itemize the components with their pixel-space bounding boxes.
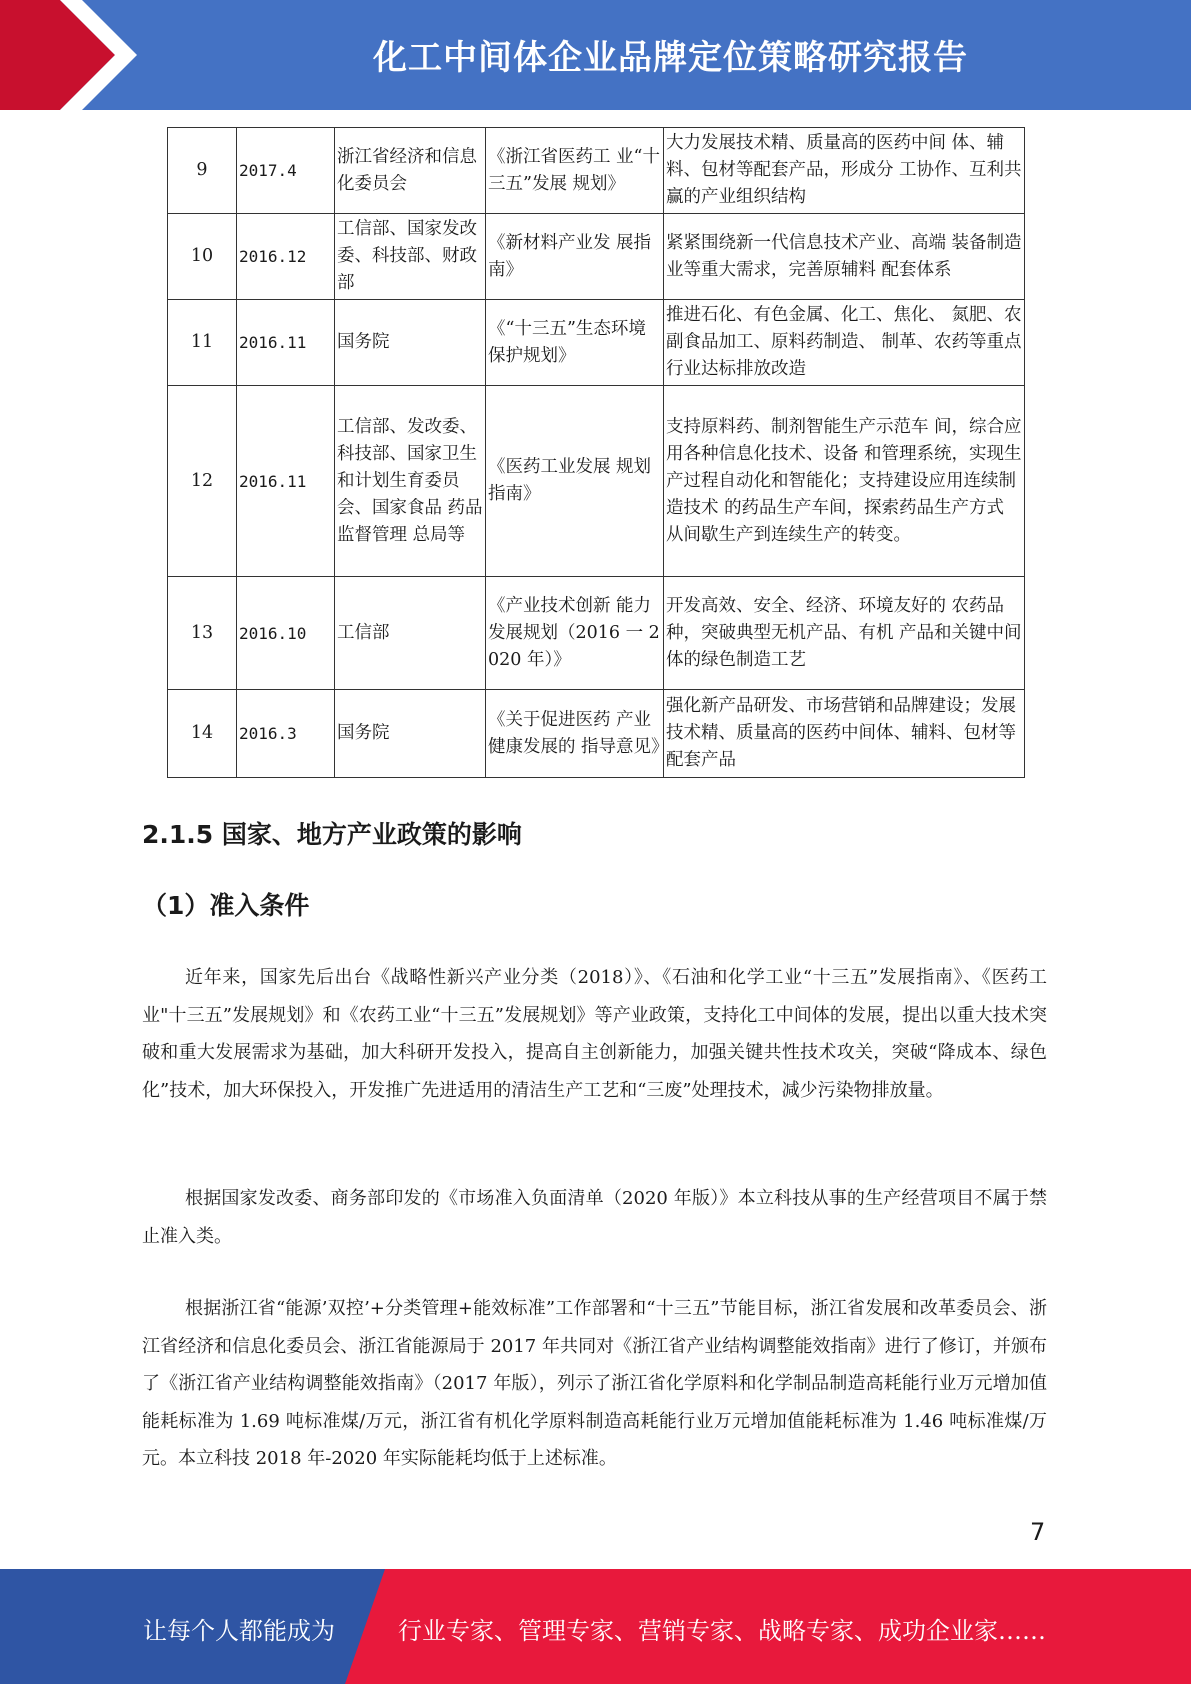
row-document: 《产业技术创新 能力发展规划（2016 一 2020 年）》 [486,577,664,690]
row-number: 14 [168,690,237,778]
table-row [168,214,1025,300]
row-document: 《关于促进医药 产业健康发展的 指导意见》 [486,690,664,778]
row-document: 《新材料产业发 展指南》 [486,214,664,300]
row-content: 大力发展技术精、质量高的医药中间 体、辅料、包材等配套产品，形成分 工协作、互利共赢的产业组织结构 [664,128,1025,214]
page-header [0,0,1191,110]
body-paragraph: 近年来，国家先后出台《战略性新兴产业分类（2018）》、《石油和化学工业“十三五”发展指南》、《医药工业"十三五”发展规划》和《农药工业“十三五”发展规划》等产业政策，支持化工中间体的发展，提出以重大技术突破和重大发展需求为基础，加大科研开发投入，提高自主创新能力，加强关键共性技术攻关，突破“降成本、绿色化”技术，加大环保投入，开发推广先进适用的清洁生产工艺和“三废”处理技术，减少污染物排放量。 [142,967,1047,1101]
subsection-heading: （1）准入条件 [142,891,310,920]
row-issuer: 工信部、发改委、科技部、国家卫生和计划生育委员 会、国家食品 药品监督管理 总局等 [335,386,486,577]
page-footer [0,1569,1191,1684]
row-issuer: 国务院 [335,690,486,778]
row-content: 紧紧围绕新一代信息技术产业、高端 装备制造业等重大需求，完善原辅料 配套体系 [664,214,1025,300]
section-heading: 2.1.5 国家、地方产业政策的影响 [142,820,522,849]
row-date: 2017.4 [237,128,335,214]
row-content: 支持原料药、制剂智能生产示范车 间，综合应用各种信息化技术、设备 和管理系统，实现生产过程自动化和智能化；支持建设应用连续制造技术 的药品生产车间，探索药品生产方式 从间歇生产到连续生产的转变。 [664,386,1025,577]
row-date: 2016.11 [237,300,335,386]
row-content: 开发高效、安全、经济、环境友好的 农药品种，突破典型无机产品、有机 产品和关键中间体的绿色制造工艺 [664,577,1025,690]
footer-slogan-left: 让每个人都能成为 [143,1617,335,1645]
row-issuer: 工信部 [335,577,486,690]
row-number: 9 [168,128,237,214]
row-content: 推进石化、有色金属、化工、焦化、 氮肥、农副食品加工、原料药制造、 制革、农药等重点行业达标排放改造 [664,300,1025,386]
row-number: 13 [168,577,237,690]
footer-slogan-right: 行业专家、管理专家、营销专家、战略专家、成功企业家…… [398,1617,1046,1645]
row-date: 2016.11 [237,386,335,577]
row-document: 《医药工业发展 规划指南》 [486,386,664,577]
table-row [168,128,1025,214]
row-issuer: 工信部、国家发改委、科技部、财政部 [335,214,486,300]
row-issuer: 国务院 [335,300,486,386]
row-issuer: 浙江省经济和信息化委员会 [335,128,486,214]
body-paragraph: 根据浙江省“能源’双控’+分类管理+能效标准”工作部署和“十三五”节能目标，浙江省发展和改革委员会、浙江省经济和信息化委员会、浙江省能源局于 2017 年共同对《浙江省产业结构调整能效指南》进行了修订，并颁布了《浙江省产业结构调整能效指南》（2017 年版），列示了浙江省化学原料和化学制品制造高耗能行业万元增加值能耗标准为 1.69 吨标准煤/万元，浙江省有机化学原料制造高耗能行业万元增加值能耗标准为 1.46 吨标准煤/万元。本立科技 2018 年-2020 年实际能耗均低于上述标准。 [142,1298,1047,1469]
report-title: 化工中间体企业品牌定位策略研究报告 [373,38,968,78]
row-date: 2016.10 [237,577,335,690]
row-document: 《“十三五”生态环境保护规划》 [486,300,664,386]
row-date: 2016.3 [237,690,335,778]
table-row [168,386,1025,577]
row-content: 强化新产品研发、市场营销和品牌建设；发展技术精、质量高的医药中间体、辅料、包材等配套产品 [664,690,1025,778]
table-row [168,300,1025,386]
row-number: 11 [168,300,237,386]
policy-table [167,127,1025,778]
row-date: 2016.12 [237,214,335,300]
page-number: 7 [1030,1518,1046,1546]
row-number: 10 [168,214,237,300]
table-row [168,690,1025,778]
body-paragraph: 根据国家发改委、商务部印发的《市场准入负面清单（2020 年版）》本立科技从事的生产经营项目不属于禁止准入类。 [142,1188,1047,1247]
row-document: 《浙江省医药工 业“十三五”发展 规划》 [486,128,664,214]
row-number: 12 [168,386,237,577]
table-row [168,577,1025,690]
